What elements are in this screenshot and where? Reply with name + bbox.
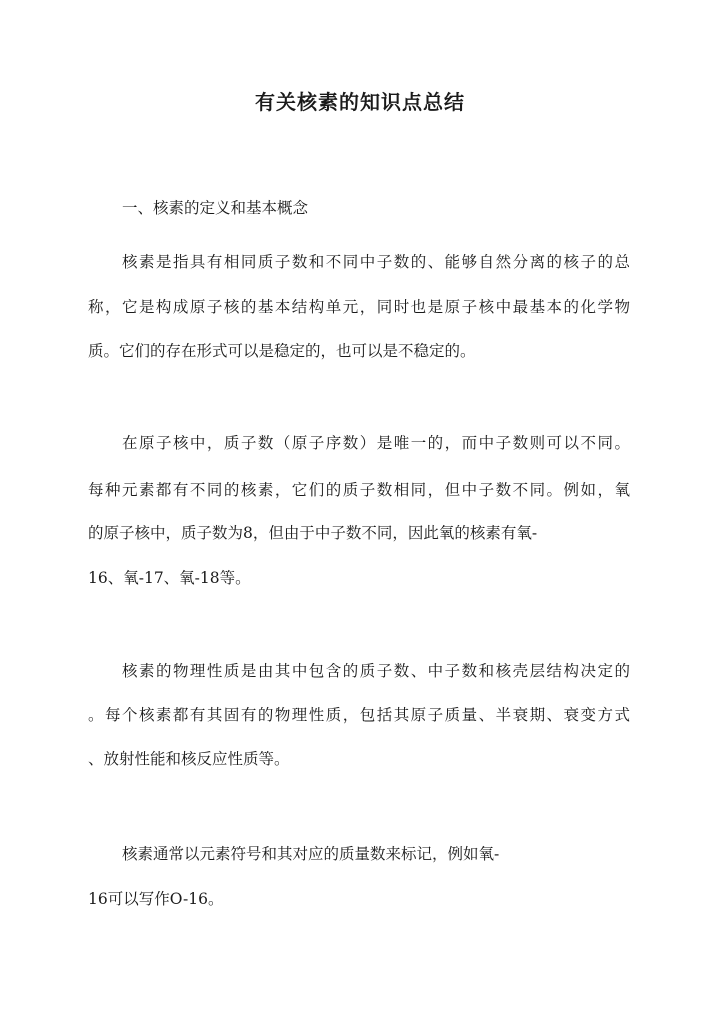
paragraph-3-line-2: 。每个核素都有其固有的物理性质，包括其原子质量、半衰期、衰变方式 — [88, 706, 630, 724]
paragraph-3-line-3: 、放射性能和核反应性质等。 — [88, 750, 290, 768]
paragraph-1-line-1: 核素是指具有相同质子数和不同中子数的、能够自然分离的核子的总 — [122, 253, 630, 271]
paragraph-1-line-3: 质。它们的存在形式可以是稳定的，也可以是不稳定的。 — [88, 342, 476, 360]
paragraph-2-line-1: 在原子核中，质子数（原子序数）是唯一的，而中子数则可以不同。 — [122, 434, 630, 452]
paragraph-2-line-2: 每种元素都有不同的核素，它们的质子数相同，但中子数不同。例如，氧 — [88, 481, 630, 499]
paragraph-2-line-4: 16、氧-17、氧-18等。 — [88, 569, 251, 587]
paragraph-2-line-3: 的原子核中，质子数为8，但由于中子数不同，因此氧的核素有氧- — [88, 524, 538, 542]
document-title: 有关核素的知识点总结 — [255, 90, 465, 114]
paragraph-4-line-1: 核素通常以元素符号和其对应的质量数来标记，例如氧- — [122, 845, 500, 863]
paragraph-3-line-1: 核素的物理性质是由其中包含的质子数、中子数和核壳层结构决定的 — [122, 662, 630, 680]
paragraph-1-line-2: 称，它是构成原子核的基本结构单元，同时也是原子核中最基本的化学物 — [88, 298, 630, 316]
paragraph-4-line-2: 16可以写作O-16。 — [88, 890, 224, 908]
section-heading: 一、核素的定义和基本概念 — [122, 199, 309, 217]
